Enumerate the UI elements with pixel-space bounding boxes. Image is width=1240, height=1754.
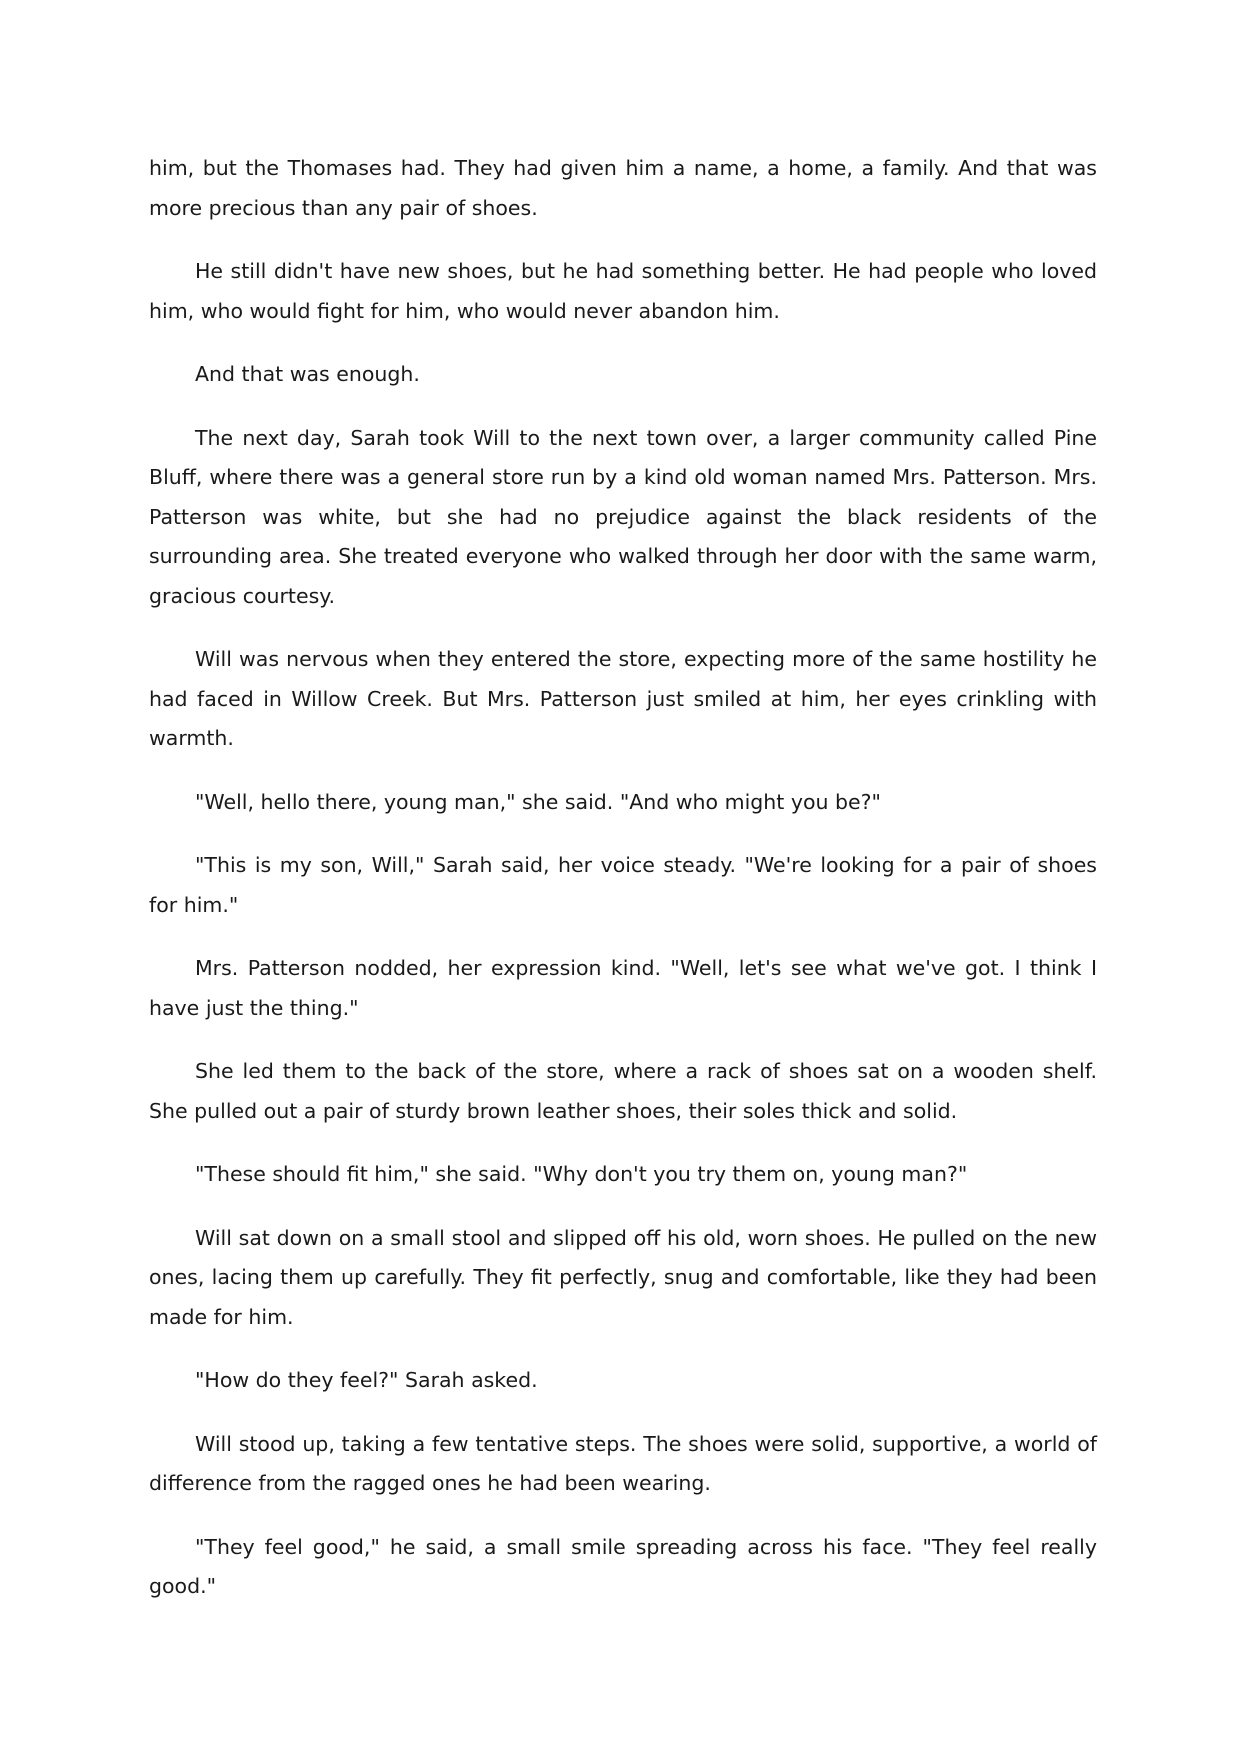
paragraph-3: And that was enough. [195, 362, 420, 386]
paragraph-2: He still didn't have new shoes, but he had something better. He had people who loved him, who would fight for him, who would never abandon him. [149, 259, 1097, 323]
paragraph-4: The next day, Sarah took Will to the next town over, a larger community called Pine Bluff, where there was a general store run by a kind old woman named Mrs. Patterson. Mrs. Patterson was white, but she had no prejudice against the black residents of the surrounding area. She treated everyone who walked through her door with the same warm, gracious courtesy. [149, 425, 1097, 608]
paragraph-12: "How do they feel?" Sarah asked. [195, 1368, 538, 1392]
paragraph-10: "These should fit him," she said. "Why don't you try them on, young man?" [195, 1162, 968, 1186]
paragraph-9: She led them to the back of the store, where a rack of shoes sat on a wooden shelf. She pulled out a pair of sturdy brown leather shoes, their soles thick and solid. [149, 1059, 1097, 1123]
paragraph-5: Will was nervous when they entered the store, expecting more of the same hostility he had faced in Willow Creek. But Mrs. Patterson just smiled at him, her eyes crinkling with warmth. [149, 647, 1097, 750]
paragraph-13: Will stood up, taking a few tentative steps. The shoes were solid, supportive, a world of difference from the ragged ones he had been wearing. [149, 1431, 1097, 1495]
paragraph-1: him, but the Thomases had. They had given him a name, a home, a family. And that was more precious than any pair of shoes. [149, 156, 1097, 220]
paragraph-6: "Well, hello there, young man," she said. "And who might you be?" [195, 789, 881, 814]
paragraph-7: "This is my son, Will," Sarah said, her voice steady. "We're looking for a pair of shoes for him." [149, 853, 1097, 917]
paragraph-8: Mrs. Patterson nodded, her expression kind. "Well, let's see what we've got. I think I have just the thing." [149, 956, 1097, 1020]
paragraph-14: "They feel good," he said, a small smile spreading across his face. "They feel really good." [149, 1534, 1097, 1598]
paragraph-11: Will sat down on a small stool and slipped off his old, worn shoes. He pulled on the new ones, lacing them up carefully. They fit perfectly, snug and comfortable, like they had been made for him. [149, 1225, 1097, 1329]
document-page [149, 149, 1097, 1631]
